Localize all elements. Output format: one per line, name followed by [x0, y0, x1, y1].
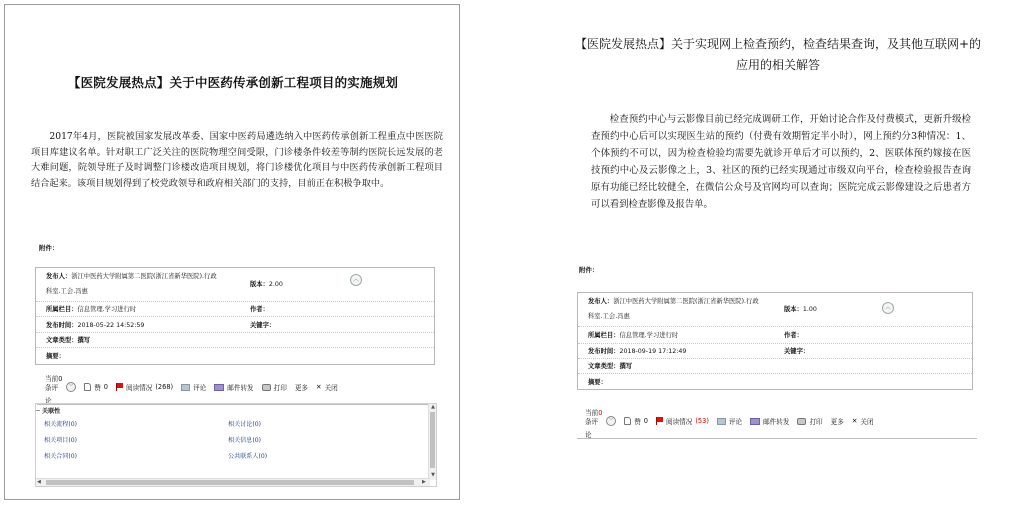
publisher-label: 发布人： [46, 273, 72, 280]
reads-button[interactable] [656, 416, 709, 426]
thumb-up-icon [624, 417, 631, 425]
publisher-value-line2: 科室.工会.冯惠 [588, 313, 630, 320]
comment-icon [181, 384, 190, 391]
like-button[interactable] [624, 416, 648, 426]
scroll-left-arrow-icon[interactable]: ◀ [37, 479, 41, 485]
meta-row-summary [578, 374, 972, 390]
time-value: 2018-09-19 17:12:49 [619, 348, 687, 355]
forward-label: 邮件转发 [227, 384, 254, 392]
chevron-up-icon[interactable]: ︿ [882, 302, 894, 314]
right-article-panel [569, 12, 989, 444]
meta-row-publisher [36, 268, 434, 302]
version-label: 版本： [784, 306, 803, 313]
comment-label: 评论 [193, 384, 207, 392]
close-icon: ✕ [851, 417, 858, 425]
meta-row-column [36, 302, 434, 317]
print-button[interactable] [797, 416, 822, 426]
print-label: 打印 [273, 384, 287, 392]
current-label: 当前 [45, 375, 59, 383]
related-discussion-link[interactable]: 相关讨论(0) [228, 421, 262, 428]
close-button[interactable] [852, 416, 874, 426]
article-body: 2017年4月，医院被国家发展改革委、国家中医药局遴选纳入中医药传承创新工程重点中医医院项目库建议名单。针对职工广泛关注的医院物理空间受限，门诊楼条件较差等制约医院长远发展的老大难问题，院领导班子及时调整门诊楼改造项目规划，将门诊楼优化项目与中医药传承创新工程项目结合起来。该项目规划得到了校党政领导和政府相关部门的支持，目前正在积极争取中。 [31, 131, 443, 189]
related-info-link[interactable]: 相关信息(0) [228, 437, 262, 444]
author-label: 作者： [784, 332, 803, 339]
current-value: 0 [598, 409, 603, 417]
article-meta-table [577, 292, 973, 390]
thumb-up-icon [84, 383, 91, 391]
scroll-right-arrow-icon[interactable]: ▶ [422, 479, 426, 485]
close-icon: ✕ [316, 383, 322, 391]
reads-count: (53) [695, 417, 709, 425]
reads-count: (268) [155, 383, 174, 391]
forward-button[interactable] [214, 382, 253, 392]
close-button[interactable] [316, 382, 338, 392]
meta-row-type [36, 333, 434, 348]
related-title: 关联性 [42, 408, 61, 415]
horizontal-scrollbar[interactable] [36, 478, 430, 486]
article-title: 【医院发展热点】关于实现网上检查预约，检查结果查询，及其他互联网+的应用的相关解答 [574, 37, 982, 72]
mail-icon [214, 384, 224, 391]
comment-icon [717, 418, 726, 425]
forward-label: 邮件转发 [763, 418, 790, 426]
summary-label: 摘要： [46, 353, 65, 360]
time-label: 发布时间： [588, 348, 620, 355]
version-label: 版本： [250, 281, 269, 288]
like-label: 赞 [94, 384, 101, 392]
reads-label: 阅读情况 [125, 384, 153, 392]
column-label: 所属栏目： [46, 306, 78, 313]
publisher-value: 浙江中医药大学附属第二医院(浙江省新华医院).行政 [71, 273, 217, 280]
reads-label: 阅读情况 [665, 418, 693, 426]
scroll-down-arrow-icon[interactable]: ▼ [431, 472, 435, 478]
summary-label: 摘要： [588, 379, 607, 386]
forward-button[interactable] [750, 416, 789, 426]
comment-button[interactable] [181, 382, 206, 392]
current-value: 0 [58, 375, 63, 383]
horizontal-scroll-thumb[interactable] [46, 480, 414, 485]
review-label-line2: 论 [585, 431, 592, 439]
related-section [35, 403, 437, 487]
keywords-label: 关键字： [250, 322, 276, 329]
mail-icon [750, 418, 760, 425]
meta-row-publisher [578, 293, 972, 327]
like-button[interactable] [84, 382, 108, 392]
related-flow-link[interactable]: 相关流程(0) [44, 421, 78, 428]
left-article-panel [4, 4, 460, 500]
time-label: 发布时间： [46, 322, 78, 329]
meta-row-column [578, 327, 972, 344]
printer-icon [262, 384, 271, 391]
meta-row-type [578, 359, 972, 374]
reads-button[interactable] [116, 382, 173, 392]
time-value: 2018-05-22 14:52:59 [77, 322, 145, 329]
column-label: 所属栏目： [588, 332, 620, 339]
publisher-label: 发布人： [588, 298, 614, 305]
printer-icon [797, 418, 806, 425]
toolbar-divider [577, 438, 977, 439]
column-value: 信息管理.学习进行时 [619, 332, 679, 339]
like-count: 0 [103, 383, 108, 391]
type-label: 文章类型： [46, 337, 78, 344]
print-label: 打印 [809, 418, 823, 426]
chevron-up-icon[interactable]: ︿ [350, 274, 362, 286]
meta-row-time [36, 317, 434, 333]
current-label: 当前 [585, 409, 599, 417]
article-body: 检查预约中心与云影像目前已经完成调研工作，开始讨论合作及付费模式，更新升级检查预约中心后可以实现医生站的预约（付费有效期暂定半小时），网上预约分3种情况：1、个体预约不可以，因为检查检验均需要先就诊开单后才可以预约，2、医联体预约嫁接在医技预约中心及云影像之上，3、社区的预约已经实现通过市级双向平台，检查检验报告查询原有功能已经比较健全，在微信公众号及官网均可以查询；医院完成云影像建设之后患者方可以看到检查影像及报告单。 [591, 114, 971, 210]
like-count: 0 [643, 417, 648, 425]
meta-row-time [578, 344, 972, 359]
attachment-label: 附件： [579, 266, 599, 274]
meta-row-summary [36, 348, 434, 365]
comment-button[interactable] [717, 416, 742, 426]
related-contract-link[interactable]: 相关合同(0) [44, 453, 78, 460]
keywords-label: 关键字： [784, 348, 810, 355]
publisher-value: 浙江中医药大学附属第二医院(浙江省新华医院).行政 [613, 298, 759, 305]
comment-label: 评论 [728, 418, 743, 426]
type-value: 撰写 [619, 363, 633, 370]
vertical-scroll-thumb[interactable] [430, 412, 435, 468]
column-value: 信息管理.学习进行时 [77, 306, 137, 313]
type-label: 文章类型： [588, 363, 620, 370]
review-label-line2: 论 [45, 397, 52, 405]
chevron-down-icon[interactable]: ﹀ [66, 382, 76, 392]
vertical-scrollbar[interactable] [428, 404, 436, 480]
chevron-down-icon[interactable]: ﹀ [606, 416, 616, 426]
related-project-link[interactable]: 相关项目(0) [44, 437, 78, 444]
like-label: 赞 [634, 418, 641, 426]
publisher-value-line2: 科室.工会.冯惠 [46, 288, 88, 295]
author-label: 作者： [250, 306, 269, 313]
flag-icon [116, 383, 123, 391]
attachment-label: 附件： [39, 244, 59, 252]
review-label: 条评 [585, 418, 599, 426]
article-meta-table [35, 267, 435, 365]
close-label: 关闭 [860, 418, 874, 426]
scroll-up-arrow-icon[interactable]: ▲ [431, 404, 435, 410]
review-label: 条评 [45, 384, 59, 392]
more-button[interactable]: 更多 [830, 418, 844, 426]
version-value: 2.00 [268, 281, 283, 288]
related-contact-link[interactable]: 公共联系人(0) [228, 453, 268, 460]
version-value: 1.00 [802, 306, 817, 313]
type-value: 撰写 [77, 337, 91, 344]
print-button[interactable] [262, 382, 287, 392]
more-button[interactable]: 更多 [294, 384, 309, 392]
close-label: 关闭 [324, 384, 338, 392]
article-title: 【医院发展热点】关于中医药传承创新工程项目的实施规划 [67, 75, 399, 90]
flag-icon [656, 417, 663, 425]
